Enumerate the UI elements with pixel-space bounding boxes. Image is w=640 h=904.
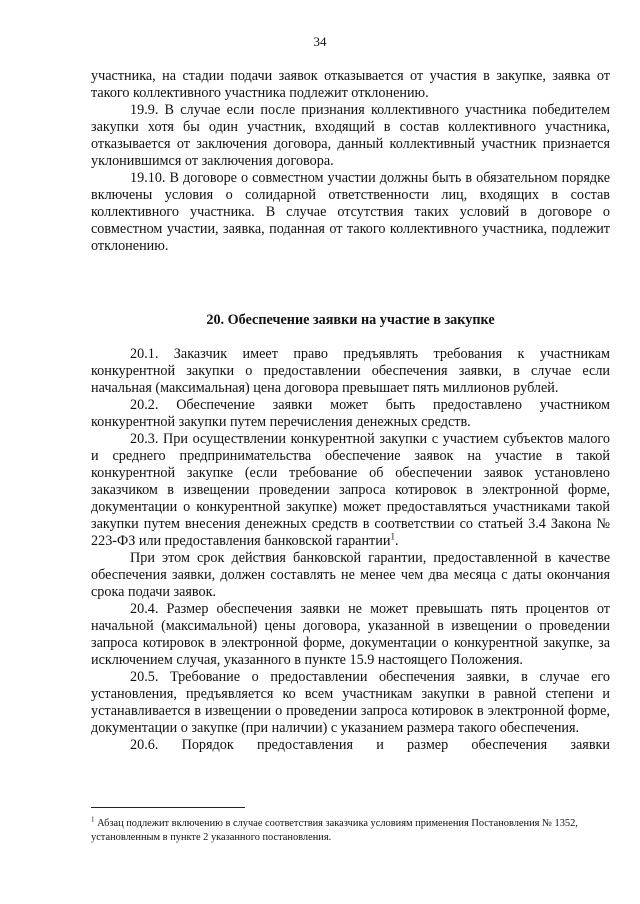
footnote-reference: 1	[390, 531, 395, 542]
footnote-separator	[91, 807, 245, 808]
paragraph-20-4: 20.4. Размер обеспечения заявки не может превышать пять процентов от начальной (максимальной) цены договора, указанной в извещении о проведении запроса котировок в электронной форме, документации о конкурентной закупке, за исключением случая, указанного в пункте 15.9 настоящего Положения.	[91, 601, 610, 668]
section-text-block	[91, 346, 610, 754]
paragraph-20-3-text: 20.3. При осуществлении конкурентной закупки с участием субъектов малого и среднего предпринимательства обеспечение заявок на участие в такой конкурентной закупке (если требование об обеспечении заявок установлено заказчиком в извещении проведении запроса котировок в электронной форме, документации о конкурентной закупке) может предоставляться участниками такой закупки путем внесения денежных средств в соответствии со статьей 3.4 Закона № 223-ФЗ или предоставления банковской гарантии	[91, 431, 610, 549]
paragraph-19-9: 19.9. В случае если после признания коллективного участника победителем закупки хотя бы один участник, входящий в состав коллективного участника, отказывается от заключения договора, данный коллективный участник признается уклонившимся от заключения договора.	[91, 102, 610, 169]
paragraph-19-10: 19.10. В договоре о совместном участии должны быть в обязательном порядке включены условия о солидарной ответственности лиц, входящих в состав коллективного участника. В случае отсутствия таких условий в договоре о совместном участии, заявка, поданная от такого коллективного участника, подлежит отклонению.	[91, 170, 610, 254]
paragraph-19-8-end: участника, на стадии подачи заявок отказывается от участия в закупке, заявка от такого коллективного участника подлежит отклонению.	[91, 68, 610, 101]
paragraph-20-3: 20.3. При осуществлении конкурентной закупки с участием субъектов малого и среднего предпринимательства обеспечение заявок на участие в такой конкурентной закупке (если требование об обеспечении заявок установлено заказчиком в извещении проведении запроса котировок в электронной форме, документации о конкурентной закупке) может предоставляться участниками такой закупки путем внесения денежных средств в соответствии со статьей 3.4 Закона № 223-ФЗ или предоставления банковской гарантии$^1$.	[91, 431, 610, 549]
section-heading: 20. Обеспечение заявки на участие в закупке	[206, 312, 495, 328]
paragraph-20-2: 20.2. Обеспечение заявки может быть предоставлено участником конкурентной закупки путем перечисления денежных средств.	[91, 397, 610, 430]
paragraph-20-5: 20.5. Требование о предоставлении обеспечения заявки, в случае его установления, предъявляется ко всем участникам закупки в равной степени и устанавливается в извещении о проведении запроса котировок в электронной форме, документации о закупке (при наличии) с указанием размера такого обеспечения.	[91, 669, 610, 736]
footnote-marker: 1	[91, 815, 95, 824]
footnote-text: Абзац подлежит включению в случае соответствия заказчика условиям применения Постановления № 1352, установленным в пункте 2 указанного постановления.	[91, 818, 578, 843]
paragraph-20-6: 20.6. Порядок предоставления и размер обеспечения заявки	[130, 737, 610, 753]
paragraph-20-1: 20.1. Заказчик имеет право предъявлять требования к участникам конкурентной закупки о предоставлении обеспечения заявки, в случае если начальная (максимальная) цена договора превышает пять миллионов рублей.	[91, 346, 610, 396]
footnote	[91, 817, 610, 845]
page-number: 34	[313, 34, 327, 49]
paragraph-20-3-continuation: При этом срок действия банковской гарантии, предоставленной в качестве обеспечения заявки, должен составлять не менее чем два месяца с даты окончания срока подачи заявок.	[91, 550, 610, 600]
top-text-block	[91, 68, 610, 255]
